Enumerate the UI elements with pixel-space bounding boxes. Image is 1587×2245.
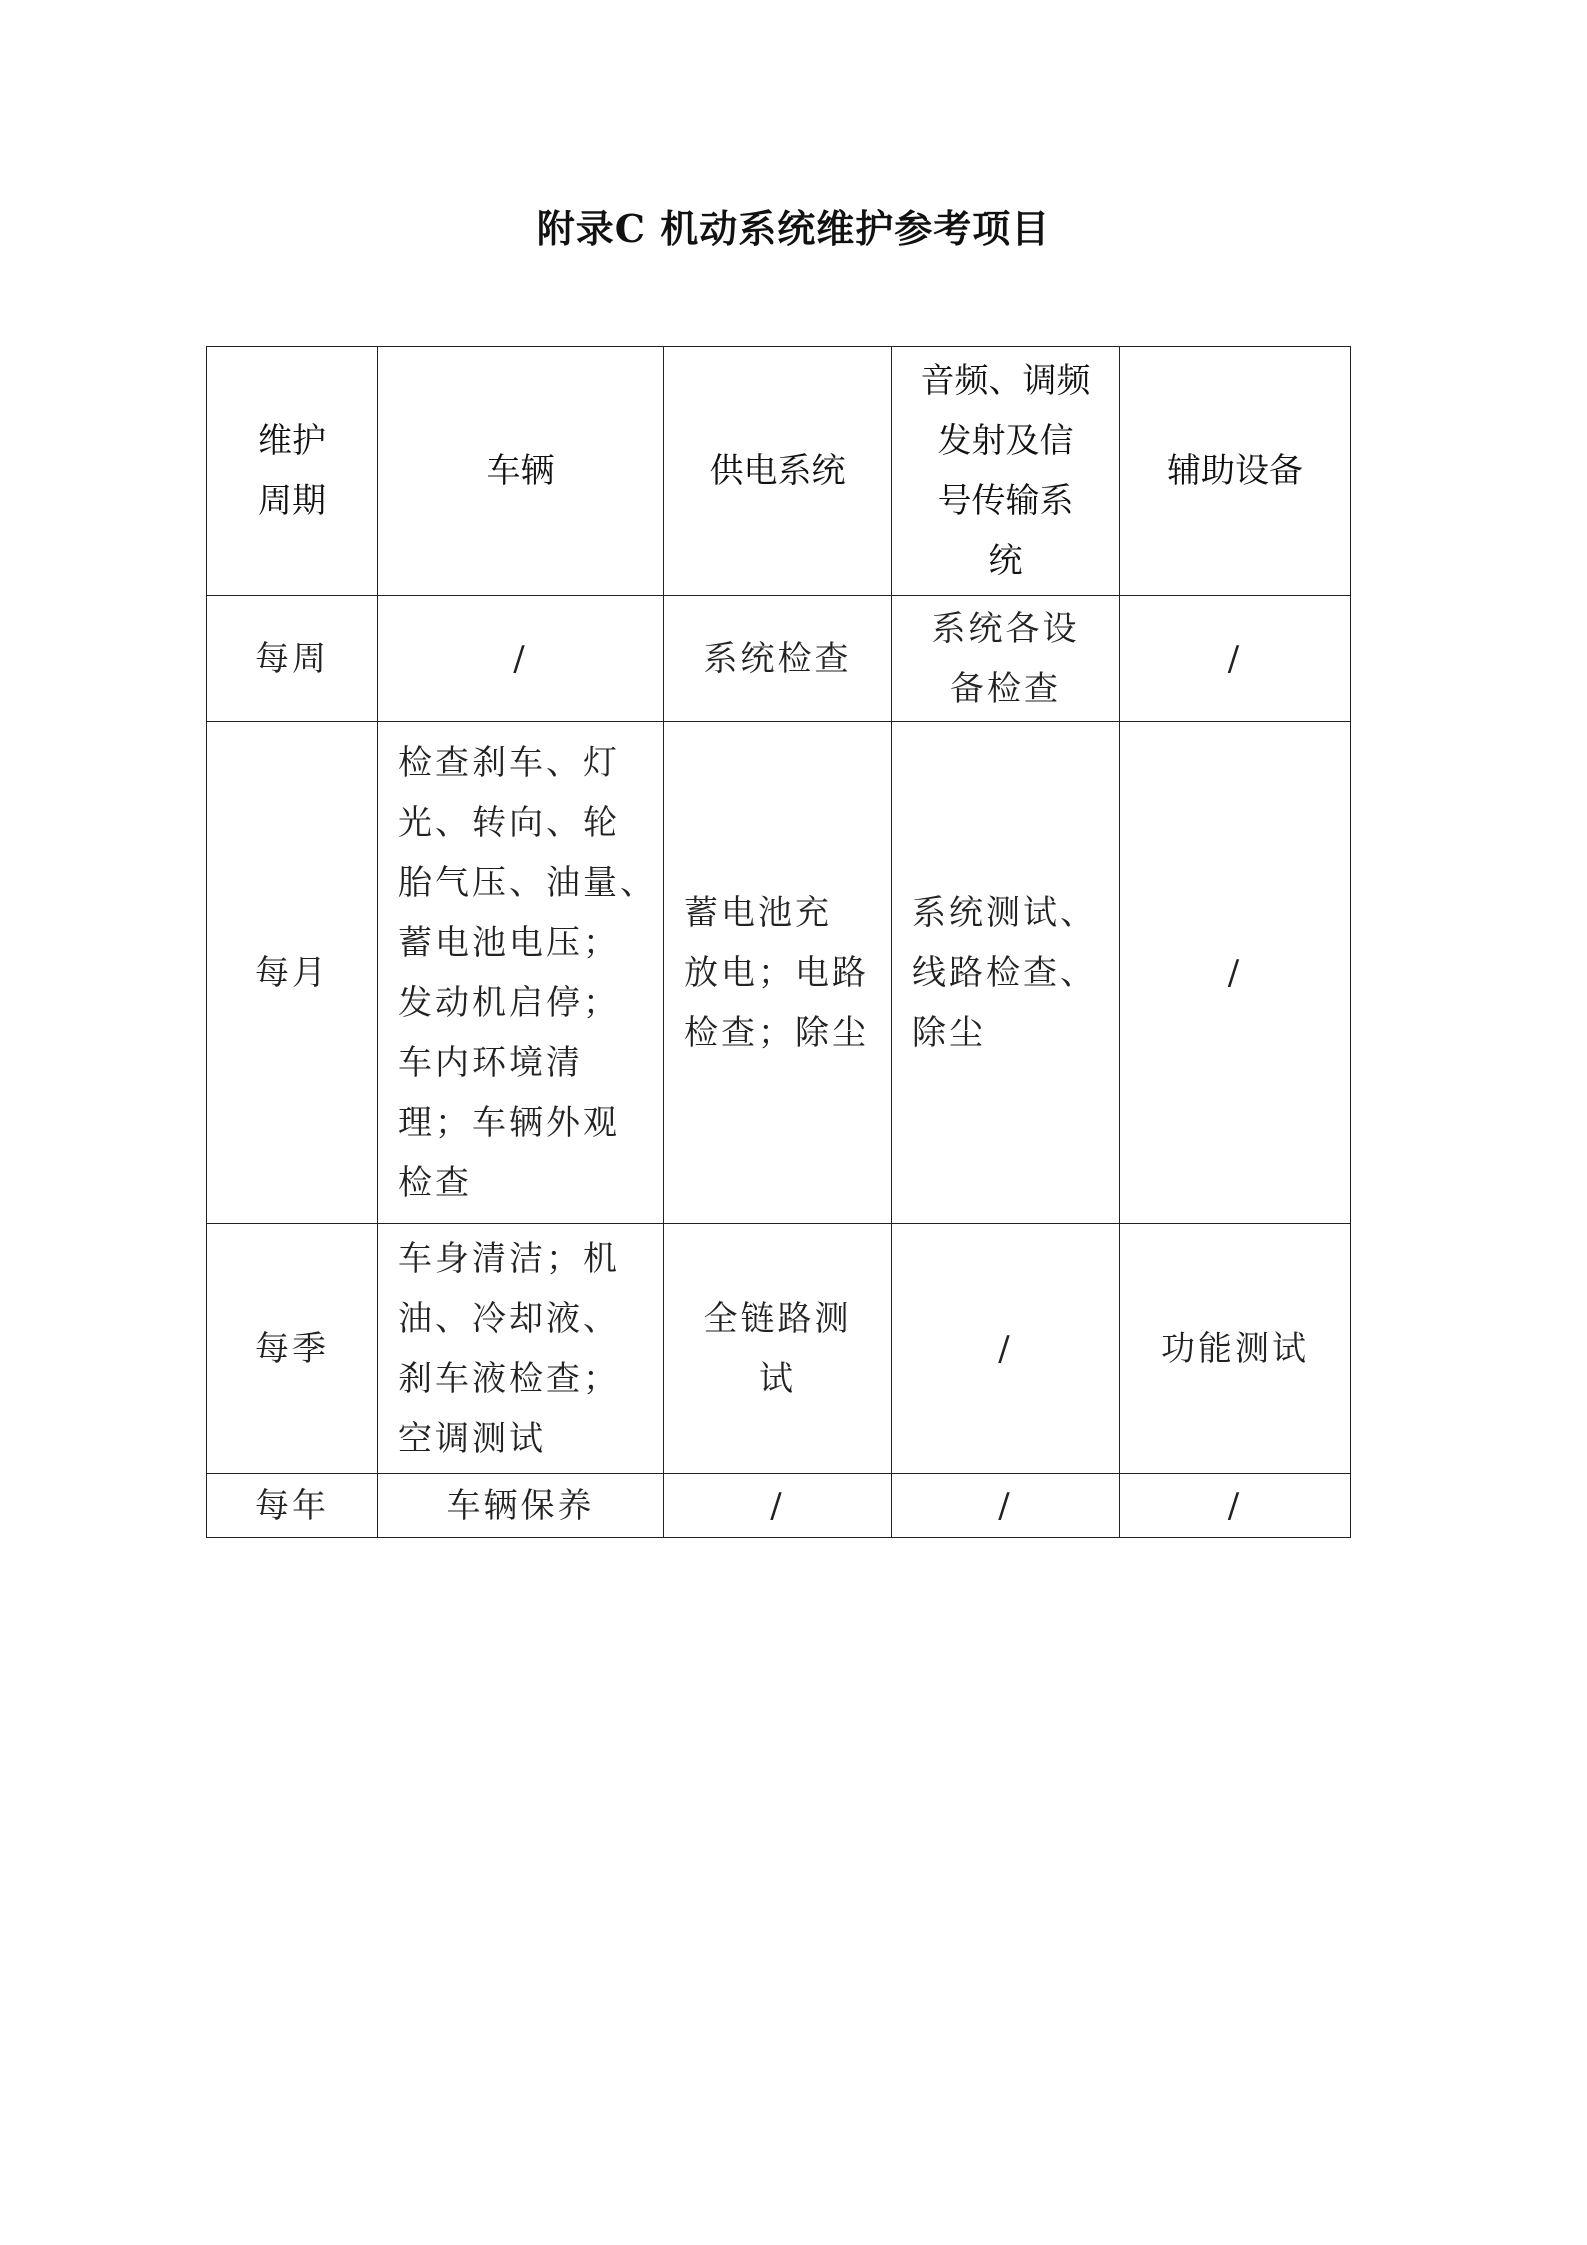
- cell-text: 车辆保养: [446, 1485, 595, 1526]
- header-period: [207, 347, 378, 596]
- cell-period: 每季: [207, 1224, 378, 1474]
- header-text: 发射及信: [937, 421, 1074, 461]
- cell-text: 全链路测: [703, 1298, 852, 1339]
- cell-power: [664, 1224, 892, 1474]
- cell-power: [664, 596, 892, 722]
- cell-text: 刹车液检查；: [398, 1358, 620, 1399]
- cell-text: /: [998, 1485, 1013, 1526]
- cell-text: /: [770, 1485, 785, 1526]
- cell-text: /: [1227, 638, 1243, 679]
- cell-text: 放电；电路: [684, 952, 869, 993]
- cell-text: /: [1227, 1485, 1243, 1526]
- cell-text: 检查: [398, 1162, 472, 1203]
- table-row: [207, 596, 1351, 722]
- cell-text: 车身清洁；机: [398, 1238, 620, 1279]
- header-text: 音频、调频: [920, 361, 1091, 401]
- cell-audio: [892, 722, 1120, 1224]
- header-audio: [892, 347, 1120, 596]
- cell-text: 除尘: [912, 1012, 986, 1053]
- cell-vehicle: [378, 722, 664, 1224]
- cell-text: 系统检查: [703, 638, 852, 679]
- cell-text: 备检查: [950, 668, 1061, 709]
- page-title: 附录C 机动系统维护参考项目: [536, 206, 1051, 251]
- table-row: [207, 1224, 1351, 1474]
- cell-text: /: [998, 1328, 1013, 1369]
- cell-text: 胎气压、油量、: [398, 862, 657, 903]
- cell-text: 系统测试、: [912, 892, 1097, 933]
- cell-text: 试: [759, 1358, 796, 1399]
- cell-text: 蓄电池充: [684, 892, 832, 933]
- cell-audio: [892, 1224, 1120, 1474]
- cell-text: 线路检查、: [912, 952, 1097, 993]
- cell-text: /: [513, 638, 528, 679]
- header-text: 维护: [258, 421, 326, 461]
- cell-text: 光、转向、轮: [398, 802, 620, 843]
- cell-vehicle: [378, 1474, 664, 1538]
- header-text: 号传输系: [937, 481, 1074, 521]
- cell-text: /: [1227, 952, 1243, 993]
- header-text: 辅助设备: [1167, 451, 1303, 491]
- cell-period: 每年: [207, 1474, 378, 1538]
- header-power: [664, 347, 892, 596]
- header-text: 供电系统: [709, 451, 846, 491]
- table-header-row: [207, 347, 1351, 596]
- cell-power: [664, 722, 892, 1224]
- cell-text: 发动机启停；: [398, 982, 620, 1023]
- header-aux: [1120, 347, 1351, 596]
- cell-period: 每周: [207, 596, 378, 722]
- cell-text: 理；车辆外观: [398, 1102, 620, 1143]
- cell-text: 油、冷却液、: [398, 1298, 620, 1339]
- cell-text: 系统各设: [931, 608, 1080, 649]
- header-text: 周期: [258, 481, 326, 521]
- cell-audio: [892, 1474, 1120, 1538]
- cell-text: 车内环境清: [398, 1042, 583, 1083]
- cell-aux: [1120, 1224, 1351, 1474]
- cell-text: 空调测试: [398, 1418, 546, 1459]
- cell-text: 蓄电池电压；: [398, 922, 620, 963]
- cell-text: 检查刹车、灯: [398, 742, 620, 783]
- header-text: 车辆: [486, 451, 555, 491]
- cell-aux: [1120, 596, 1351, 722]
- table-row: [207, 1474, 1351, 1538]
- cell-power: [664, 1474, 892, 1538]
- maintenance-table: [206, 346, 1351, 1538]
- cell-audio: [892, 596, 1120, 722]
- header-text: 统: [988, 541, 1023, 581]
- cell-aux: [1120, 722, 1351, 1224]
- cell-vehicle: [378, 1224, 664, 1474]
- cell-text: 功能测试: [1161, 1328, 1309, 1369]
- cell-aux: [1120, 1474, 1351, 1538]
- cell-period: 每月: [207, 722, 378, 1224]
- table-row: [207, 722, 1351, 1224]
- cell-text: 检查；除尘: [684, 1012, 869, 1053]
- cell-vehicle: [378, 596, 664, 722]
- header-vehicle: [378, 347, 664, 596]
